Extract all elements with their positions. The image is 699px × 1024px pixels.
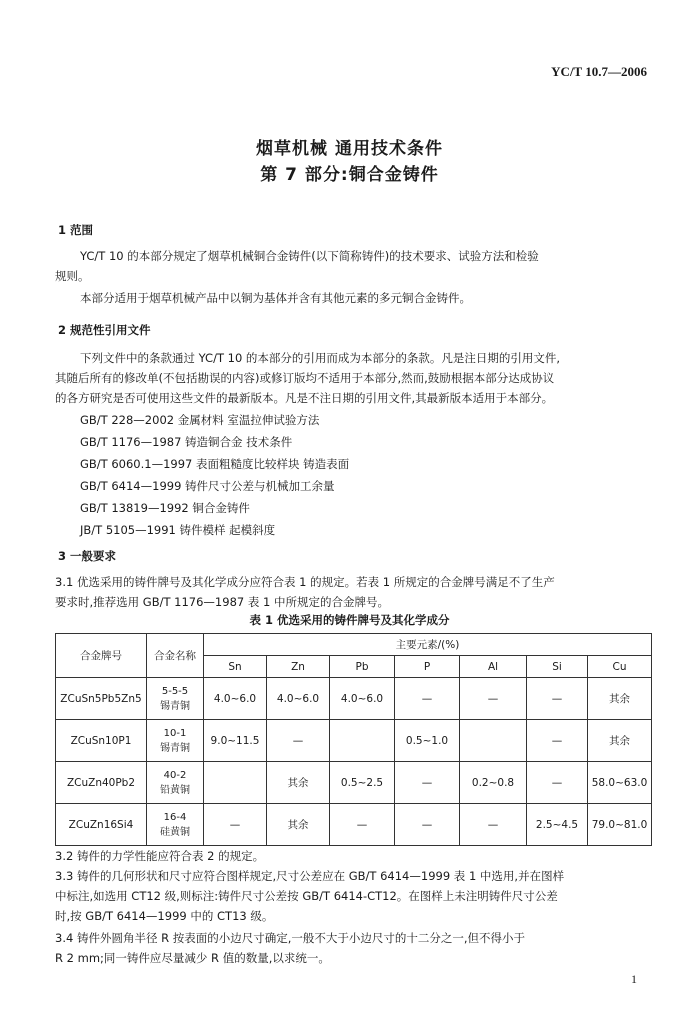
table-cell: — [330,804,395,846]
table-header-element: Zn [267,656,330,678]
table-cell: — [527,678,588,720]
clause-3-3a: 3.3 铸件的几何形状和尺寸应符合图样规定,尺寸公差应在 GB/T 6414—1999 表 1 中选用,并在图样 [55,869,565,883]
table-cell [460,720,527,762]
clause-3-3c: 时,按 GB/T 6414—1999 中的 CT13 级。 [55,909,274,923]
section-1-paragraph-1a: YC/T 10 的本部分规定了烟草机械铜合金铸件(以下简称铸件)的技术要求、试验方法和检验 [80,249,539,263]
table-cell-grade: ZCuZn40Pb2 [56,762,147,804]
table-header-grade: 合金牌号 [56,634,147,678]
alloy-code: 40-2 [163,769,187,781]
section-2-heading: 2 规范性引用文件 [58,323,151,337]
table-cell-grade: ZCuSn10P1 [56,720,147,762]
table-cell: — [460,804,527,846]
table-cell-name [147,678,204,720]
table-cell: 其余 [267,762,330,804]
section-3-heading: 3 一般要求 [58,549,117,563]
clause-3-4b: R 2 mm;同一铸件应尽量减少 R 值的数量,以求统一。 [55,951,330,965]
table-header-element: Sn [204,656,267,678]
clause-3-3b: 中标注,如选用 CT12 级,则标注:铸件尺寸公差按 GB/T 6414-CT12。在图样上未注明铸件尺寸公差 [55,889,558,903]
alloy-name: 锡青铜 [160,700,190,712]
table-cell: 58.0~63.0 [588,762,652,804]
section-1-paragraph-2: 本部分适用于烟草机械产品中以铜为基体并含有其他元素的多元铜合金铸件。 [80,291,471,305]
table-row [56,678,652,720]
table-cell: — [267,720,330,762]
reference-item: GB/T 6060.1—1997 表面粗糙度比较样块 铸造表面 [80,457,350,471]
table-1-caption: 表 1 优选采用的铸件牌号及其化学成分 [249,613,450,627]
alloy-name: 锡青铜 [160,742,190,754]
table-header-element: Cu [588,656,652,678]
reference-item: GB/T 1176—1987 铸造铜合金 技术条件 [80,435,293,449]
section-2-paragraph-c: 的各方研究是否可使用这些文件的最新版本。凡是不注日期的引用文件,其最新版本适用于本部分。 [55,391,554,405]
clause-3-1b: 要求时,推荐选用 GB/T 1176—1987 表 1 中所规定的合金牌号。 [55,595,389,609]
reference-item: GB/T 6414—1999 铸件尺寸公差与机械加工余量 [80,479,335,493]
table-cell-grade: ZCuZn16Si4 [56,804,147,846]
table-cell-name [147,804,204,846]
table-cell: — [527,762,588,804]
table-cell: 4.0~6.0 [267,678,330,720]
table-cell: 2.5~4.5 [527,804,588,846]
table-cell [204,762,267,804]
table-cell: — [460,678,527,720]
section-1-paragraph-1b: 规则。 [55,269,90,283]
table-cell: 其余 [588,678,652,720]
table-cell: 4.0~6.0 [330,678,395,720]
table-cell: 9.0~11.5 [204,720,267,762]
table-cell-grade: ZCuSn5Pb5Zn5 [56,678,147,720]
alloy-code: 10-1 [163,727,187,739]
reference-item: GB/T 13819—1992 铜合金铸件 [80,501,250,515]
table-cell: — [395,804,460,846]
alloy-code: 16-4 [163,811,187,823]
table-cell: 4.0~6.0 [204,678,267,720]
title-line-2: 第 7 部分:铜合金铸件 [260,165,439,185]
reference-item: JB/T 5105—1991 铸件模样 起模斜度 [80,523,276,537]
reference-item: GB/T 228—2002 金属材料 室温拉伸试验方法 [80,413,320,427]
table-header-element: Pb [330,656,395,678]
section-1-heading: 1 范围 [58,223,94,237]
clause-3-2: 3.2 铸件的力学性能应符合表 2 的规定。 [55,849,265,863]
table-cell: — [204,804,267,846]
clause-3-4a: 3.4 铸件外圆角半径 R 按表面的小边尺寸确定,一般不大于小边尺寸的十二分之一,但不得小于 [55,931,526,945]
table-header-element: Al [460,656,527,678]
table-cell [330,720,395,762]
title-line-1: 烟草机械 通用技术条件 [256,139,443,159]
table-cell: 0.5~2.5 [330,762,395,804]
alloy-name: 铅黄铜 [160,784,190,796]
document-code: YC/T 10.7—2006 [551,64,647,79]
section-2-paragraph-a: 下列文件中的条款通过 YC/T 10 的本部分的引用而成为本部分的条款。凡是注日期的引用文件, [80,351,561,365]
table-cell-name [147,720,204,762]
table-row [56,762,652,804]
table-header-element: P [395,656,460,678]
alloy-code: 5-5-5 [161,685,189,697]
table-header-main-elements: 主要元素/(%) [204,634,652,656]
section-2-paragraph-b: 其随后所有的修改单(不包括勘误的内容)或修订版均不适用于本部分,然而,鼓励根据本部分达成协议 [55,371,555,385]
table-cell: 其余 [267,804,330,846]
table-header-name: 合金名称 [147,634,204,678]
table-cell: — [395,678,460,720]
clause-3-1a: 3.1 优选采用的铸件牌号及其化学成分应符合表 1 的规定。若表 1 所规定的合金牌号满足不了生产 [55,575,555,589]
page-number: 1 [631,972,637,986]
alloy-name: 硅黄铜 [160,826,190,838]
table-row [56,720,652,762]
table-cell: — [527,720,588,762]
table-row [56,804,652,846]
table-cell: 0.5~1.0 [395,720,460,762]
table-cell: 0.2~0.8 [460,762,527,804]
table-cell: 其余 [588,720,652,762]
table-1 [55,633,652,846]
table-cell: 79.0~81.0 [588,804,652,846]
table-cell-name [147,762,204,804]
table-header-element: Si [527,656,588,678]
table-cell: — [395,762,460,804]
